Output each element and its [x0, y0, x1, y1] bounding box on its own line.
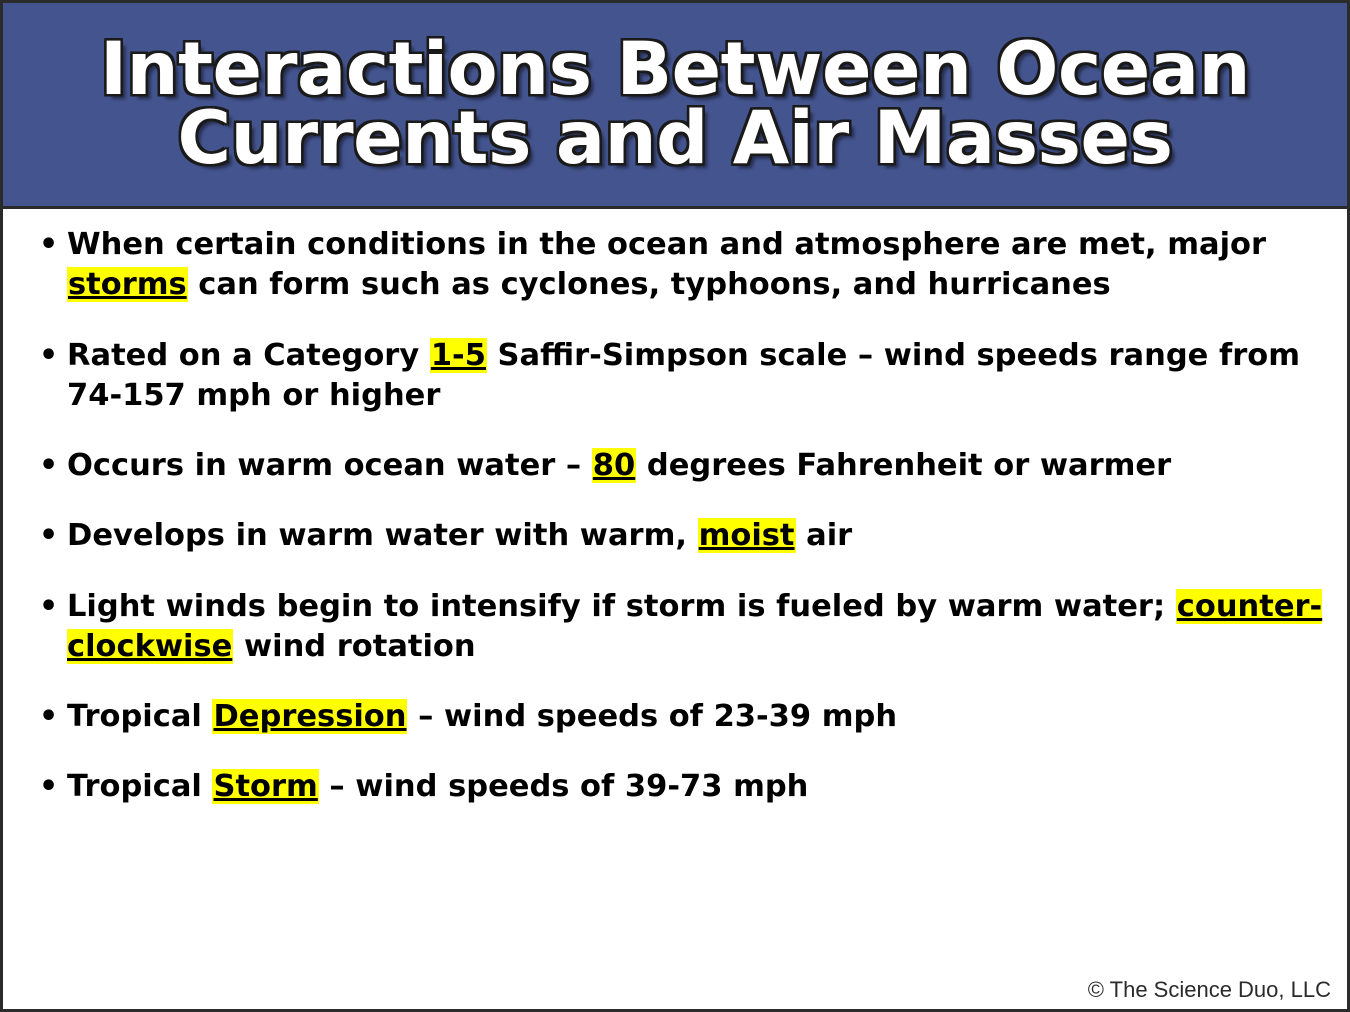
bullet-text: – wind speeds of 23-39 mph — [407, 699, 898, 734]
highlighted-term: Storm — [213, 769, 318, 805]
bullet-text: wind rotation — [233, 628, 476, 664]
highlighted-term: storms — [68, 267, 187, 303]
bullet-text: Tropical — [67, 769, 213, 805]
highlighted-term: counter-clockwise — [67, 588, 1323, 664]
bullet-text: degrees Fahrenheit or warmer — [636, 448, 1172, 483]
highlighted-term: 80 — [592, 448, 636, 483]
list-item — [31, 697, 1327, 737]
bullet-text: Tropical — [67, 699, 213, 734]
bullet-text: – wind speeds of 39-73 mph — [318, 769, 809, 805]
bullet-text: When certain conditions in the ocean and atmosphere are met, major — [67, 227, 1267, 262]
bullet-text: Develops in warm water with warm, — [67, 518, 698, 554]
highlighted-term: Depression — [213, 699, 407, 734]
list-item — [31, 767, 1327, 807]
list-item — [31, 336, 1327, 417]
copyright-footer: © The Science Duo, LLC — [1087, 977, 1331, 1002]
slide-body — [3, 209, 1347, 808]
list-item — [31, 516, 1327, 556]
bullet-text: Rated on a Category — [67, 337, 430, 373]
list-item — [31, 446, 1327, 486]
bullet-text: can form such as cyclones, typhoons, and hurricanes — [187, 267, 1111, 303]
slide-title-bar — [3, 3, 1347, 209]
page-title: Interactions Between Ocean Currents and Air Masses — [100, 26, 1250, 181]
bullet-text: Saffir-Simpson scale – wind speeds range from 74-157 mph or higher — [67, 337, 1301, 413]
list-item — [31, 587, 1327, 668]
highlighted-term: moist — [698, 518, 795, 554]
highlighted-term: 1-5 — [430, 337, 486, 373]
bullet-text: air — [795, 518, 853, 554]
bullet-text: Occurs in warm ocean water – — [67, 448, 592, 483]
bullet-list — [31, 225, 1327, 808]
bullet-text: Light winds begin to intensify if storm is fueled by warm water; — [67, 588, 1176, 624]
list-item — [31, 225, 1327, 306]
